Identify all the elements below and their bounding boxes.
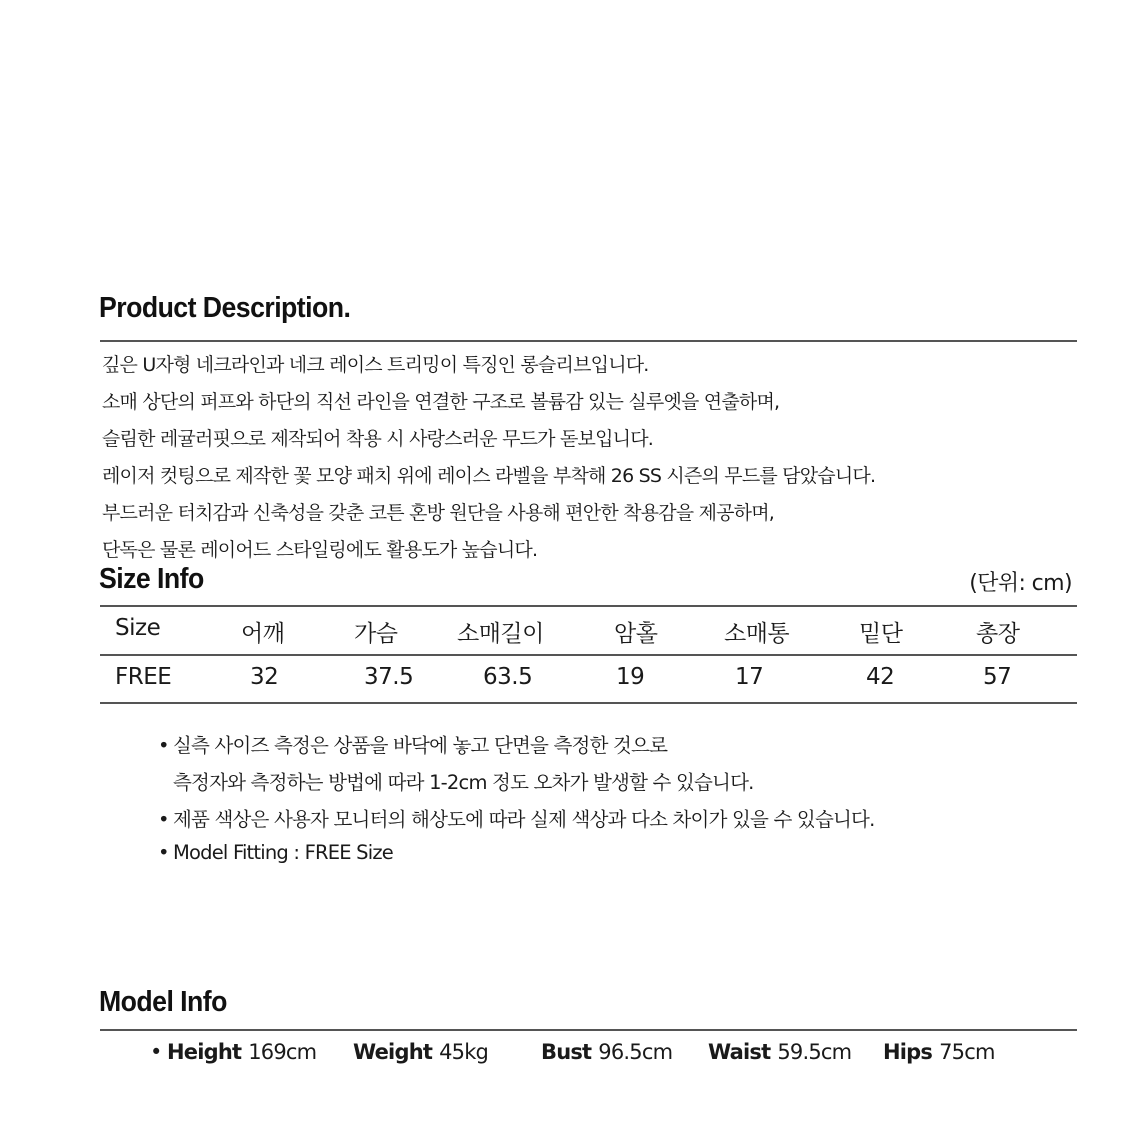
unit-label: (단위: cm) (969, 571, 1072, 596)
column-header: 소매통 (724, 621, 790, 647)
bullet: • (158, 734, 169, 757)
column-header: 총장 (976, 621, 1020, 647)
table-header-divider (100, 654, 1077, 656)
size-note: • 실측 사이즈 측정은 상품을 바닥에 놓고 단면을 측정한 것으로 (158, 734, 668, 757)
size-info-title: Size Info (99, 563, 204, 595)
model-weight: Weight 45kg (353, 1040, 489, 1064)
size-cell: 17 (735, 664, 764, 690)
description-line: 단독은 물론 레이어드 스타일링에도 활용도가 높습니다. (102, 539, 538, 561)
model-hips: Hips 75cm (883, 1040, 995, 1064)
description-line: 부드러운 터치감과 신축성을 갖춘 코튼 혼방 원단을 사용해 편안한 착용감을 제공하며, (102, 502, 775, 524)
size-cell: 57 (983, 664, 1012, 690)
column-header: 소매길이 (457, 621, 544, 647)
bullet: • (150, 1040, 162, 1064)
column-header: 밑단 (859, 621, 903, 647)
column-header: 가슴 (354, 621, 398, 647)
table-top-divider (100, 605, 1077, 607)
model-info-title: Model Info (99, 986, 227, 1018)
size-cell: FREE (115, 664, 172, 690)
size-cell: 63.5 (483, 664, 533, 690)
model-waist: Waist 59.5cm (708, 1040, 852, 1064)
column-header: 어깨 (241, 621, 285, 647)
column-header: 암홀 (614, 621, 658, 647)
divider (100, 340, 1077, 342)
size-cell: 19 (616, 664, 645, 690)
bullet: • (158, 808, 169, 831)
size-table-header (100, 615, 1077, 659)
description-line: 슬림한 레귤러핏으로 제작되어 착용 시 사랑스러운 무드가 돋보입니다. (102, 428, 653, 450)
size-cell: 37.5 (364, 664, 414, 690)
size-cell: 42 (866, 664, 895, 690)
size-note: 측정자와 측정하는 방법에 따라 1-2cm 정도 오차가 발생할 수 있습니다. (173, 771, 754, 794)
size-note: • Model Fitting : FREE Size (158, 841, 394, 864)
model-height: Height 169cm (167, 1040, 317, 1064)
description-line: 깊은 U자형 네크라인과 네크 레이스 트리밍이 특징인 롱슬리브입니다. (102, 354, 649, 376)
size-cell: 32 (250, 664, 279, 690)
description-line: 소매 상단의 퍼프와 하단의 직선 라인을 연결한 구조로 볼륨감 있는 실루엣을 연출하며, (102, 391, 780, 413)
table-bottom-divider (100, 702, 1077, 704)
model-bust: Bust 96.5cm (541, 1040, 673, 1064)
description-line: 레이저 컷팅으로 제작한 꽃 모양 패치 위에 레이스 라벨을 부착해 26 SS 시즌의 무드를 담았습니다. (102, 465, 876, 487)
divider (100, 1029, 1077, 1031)
column-header: Size (115, 615, 161, 641)
size-note: • 제품 색상은 사용자 모니터의 해상도에 따라 실제 색상과 다소 차이가 있을 수 있습니다. (158, 808, 875, 831)
product-description-title: Product Description. (99, 292, 351, 324)
bullet: • (158, 841, 169, 864)
